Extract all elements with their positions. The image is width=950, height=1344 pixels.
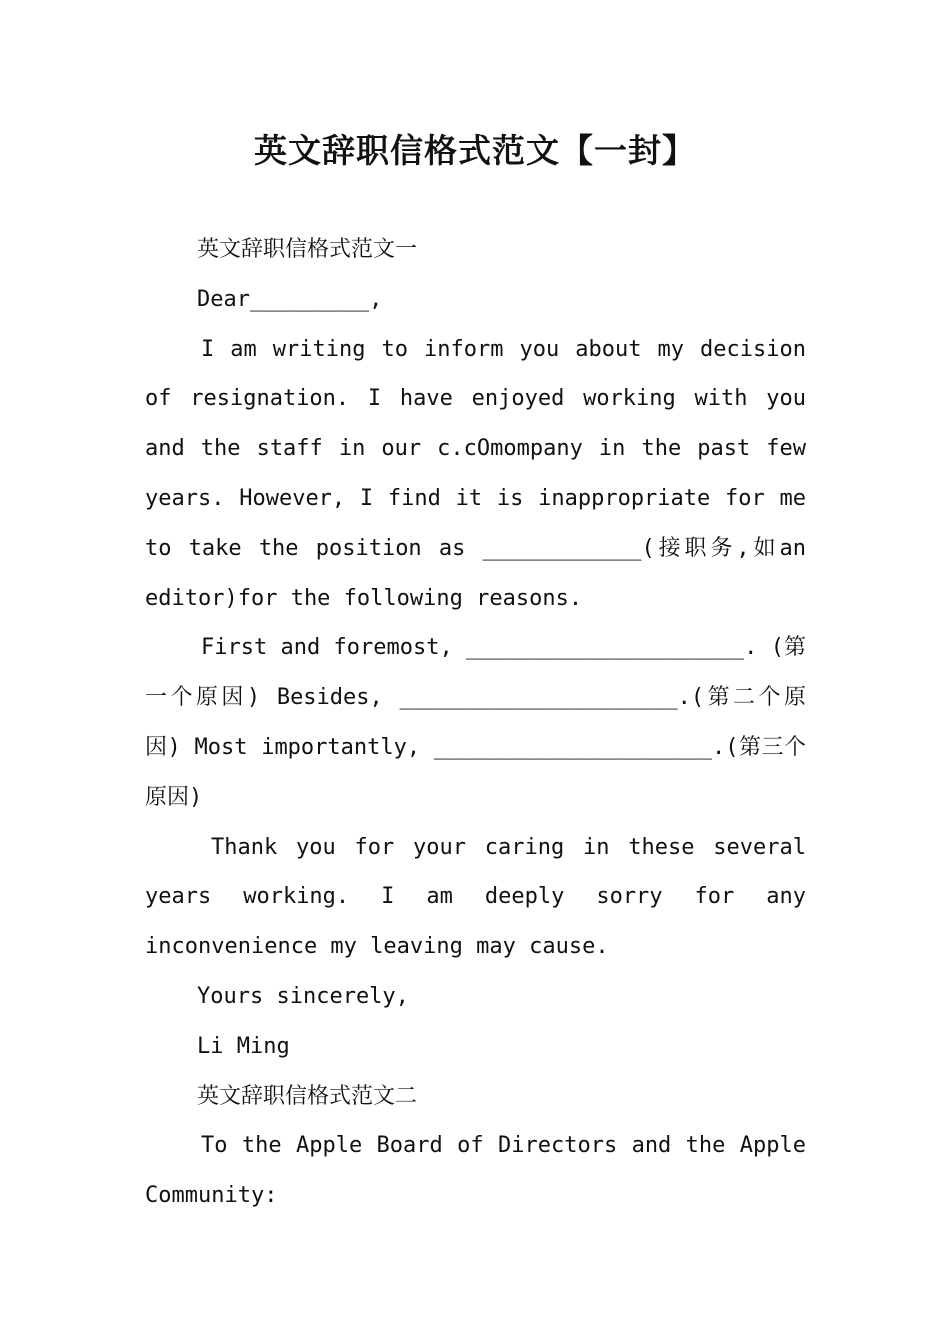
salutation: Dear_________, bbox=[197, 286, 383, 312]
section-heading-2: 英文辞职信格式范文二 bbox=[197, 1083, 418, 1109]
document-title: 英文辞职信格式范文【一封】 bbox=[254, 131, 696, 170]
paragraph-addressee: To the Apple Board of Directors and the Apple Community: bbox=[145, 1133, 820, 1209]
signature-name: Li Ming bbox=[197, 1033, 290, 1059]
paragraph-reasons: First and foremost, _____________________. (第一个原因) Besides, _____________________.(第二个原因) Most importantly, _____________________.(第三个原因) bbox=[145, 635, 806, 810]
section-heading-1: 英文辞职信格式范文一 bbox=[197, 237, 418, 262]
closing: Yours sincerely, bbox=[197, 983, 409, 1009]
document-body bbox=[145, 225, 820, 1221]
paragraph-thanks: Thank you for your caring in these several years working. I am deeply sorry for any inconvenience my leaving may cause. bbox=[145, 834, 820, 960]
paragraph-intro: I am writing to inform you about my decision of resignation. I have enjoyed working with you and the staff in our c.cOmompany in the past few years. However, I find it is inappropriate for me to take the position as ____________(接职务,如an editor)for the following reasons. bbox=[145, 336, 820, 611]
